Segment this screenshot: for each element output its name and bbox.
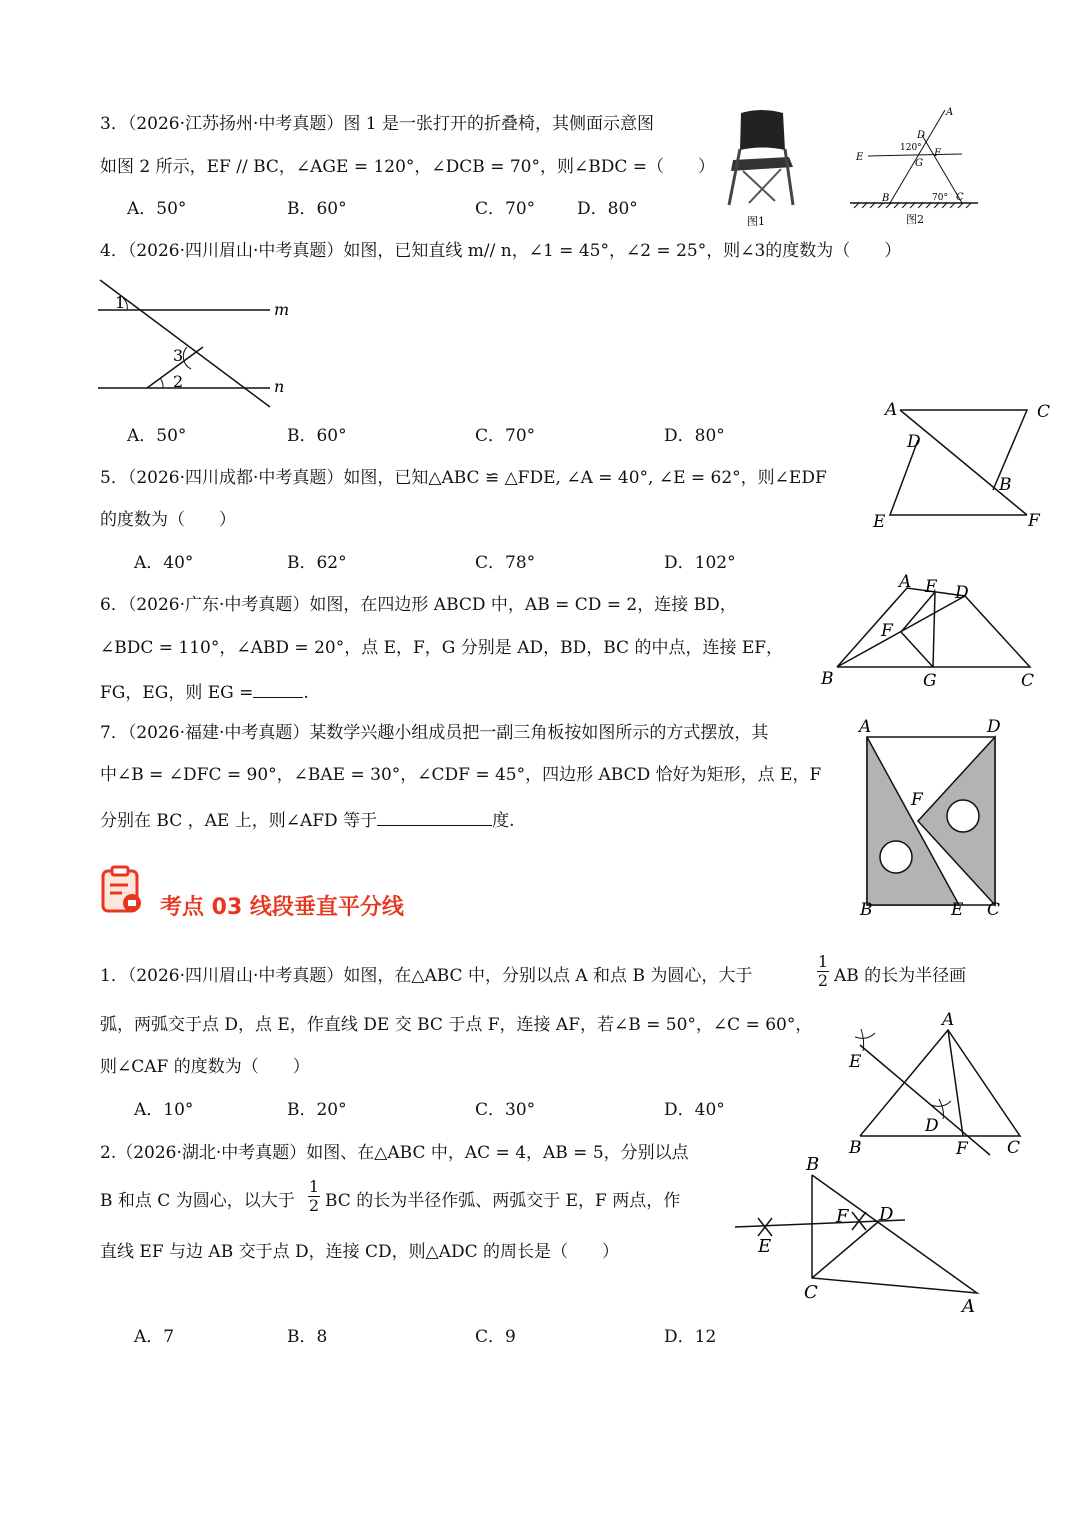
q7-answer-blank[interactable]: [377, 807, 492, 826]
q5-option-c[interactable]: C．78°: [475, 553, 536, 573]
s2-fraction: [308, 1178, 320, 1215]
q6-line3: [100, 679, 309, 704]
s1-line1a: 1．（2026·四川眉山·中考真题）如图，在△ABC 中，分别以点 A 和点 B 为圆心，大于: [100, 966, 753, 986]
s2-option-c[interactable]: C．9: [475, 1327, 516, 1347]
q5-label-e: E: [873, 512, 886, 532]
q3-fig2-caption: 图2: [906, 213, 924, 226]
q6-line2: ∠BDC = 110°，∠ABD = 20°，点 E，F，G 分别是 AD，BD，BC 的中点，连接 EF，: [100, 638, 784, 658]
q5-option-b[interactable]: B．62°: [287, 553, 347, 573]
s2-option-d[interactable]: D．12: [664, 1327, 717, 1347]
q3-fig2-label-70: 70°: [932, 193, 948, 203]
s1-label-f: F: [956, 1139, 968, 1159]
q3-fig2-label-c: C: [956, 192, 964, 203]
s2-label-b: B: [806, 1154, 820, 1175]
q3-line2: 如图 2 所示，EF // BC，∠AGE = 120°，∠DCB = 70°，则∠BDC =（ ）: [100, 157, 715, 177]
q6-label-d: D: [955, 583, 969, 603]
q3-fig1-caption: 图1: [747, 215, 765, 228]
q4-label-n: n: [274, 377, 285, 396]
s1-option-d[interactable]: D．40°: [664, 1100, 725, 1120]
s1-label-e: E: [849, 1052, 862, 1072]
q3-fig2-label-e: E: [856, 152, 864, 163]
q4-option-d[interactable]: D．80°: [664, 426, 725, 446]
s2-label-c: C: [804, 1282, 818, 1303]
s2-figure: [730, 1150, 990, 1320]
q3-fig2-label-a: A: [946, 107, 954, 118]
q5-line2: 的度数为（ ）: [100, 510, 236, 530]
q4-option-b[interactable]: B．60°: [287, 426, 347, 446]
clipboard-icon: [100, 865, 144, 915]
s1-label-d: D: [925, 1116, 939, 1136]
q5-option-a[interactable]: A．40°: [134, 553, 194, 573]
q3-fig2-label-f: F: [934, 148, 941, 159]
q4-option-a[interactable]: A．50°: [127, 426, 187, 446]
q4-figure: [95, 275, 305, 415]
q6-line3-text: FG，EG，则 EG =: [100, 683, 254, 703]
q6-line1: 6．（2026·广东·中考真题）如图，在四边形 ABCD 中，AB = CD = 2，连接 BD，: [100, 595, 737, 615]
q3-option-d[interactable]: D．80°: [577, 199, 638, 219]
q6-answer-blank[interactable]: [253, 679, 303, 698]
q5-label-b: B: [999, 475, 1012, 495]
q6-label-c: C: [1021, 671, 1035, 691]
q7-line3-end: 度.: [492, 811, 515, 831]
s1-frac-den: 2: [817, 971, 829, 990]
q5-line1: 5．（2026·四川成都·中考真题）如图，已知△ABC ≌ △FDE, ∠A = 40°, ∠E = 62°，则∠EDF: [100, 468, 827, 488]
q7-line2: 中∠B = ∠DFC = 90°，∠BAE = 30°，∠CDF = 45°，四边形 ABCD 恰好为矩形，点 E，F: [100, 765, 822, 785]
s1-option-a[interactable]: A．10°: [134, 1100, 194, 1120]
s1-label-a: A: [942, 1010, 955, 1030]
q6-label-f: F: [881, 621, 893, 641]
q3-fig2-label-g: G: [915, 158, 923, 169]
s2-line1: 2.（2026·湖北·中考真题）如图、在△ABC 中，AC = 4，AB = 5，分别以点: [100, 1143, 689, 1163]
q7-label-e: E: [951, 900, 964, 920]
s1-option-b[interactable]: B．20°: [287, 1100, 347, 1120]
q3-fig2-label-b: B: [882, 193, 890, 204]
q7-label-a: A: [859, 717, 872, 737]
q3-fig2-label-d: D: [917, 130, 926, 141]
q3-figure1-chair: [715, 105, 805, 230]
s1-line3: 则∠CAF 的度数为（ ）: [100, 1057, 310, 1077]
q7-label-f: F: [911, 790, 923, 810]
q4-line1: 4．（2026·四川眉山·中考真题）如图，已知直线 m// n，∠1 = 45°，∠2 = 25°，则∠3的度数为（ ）: [100, 241, 902, 261]
s1-fraction: [817, 953, 829, 990]
q5-label-f: F: [1028, 511, 1040, 531]
q3-line1: 3．（2026·江苏扬州·中考真题）图 1 是一张打开的折叠椅，其侧面示意图: [100, 114, 655, 134]
q5-figure: [865, 395, 1065, 535]
q4-label-3: 3: [173, 346, 184, 365]
s2-option-a[interactable]: A．7: [134, 1327, 175, 1347]
s2-line2b: BC 的长为半径作弧、两弧交于 E，F 两点，作: [325, 1191, 681, 1211]
q3-option-a[interactable]: A．50°: [127, 199, 187, 219]
q3-option-b[interactable]: B．60°: [287, 199, 347, 219]
s2-line3: 直线 EF 与边 AB 交于点 D，连接 CD，则△ADC 的周长是（ ）: [100, 1242, 620, 1262]
q7-label-c: C: [987, 900, 1001, 920]
q4-label-2: 2: [173, 372, 184, 391]
q5-label-d: D: [907, 432, 921, 452]
s2-label-a: A: [962, 1296, 975, 1317]
s1-label-c: C: [1007, 1138, 1021, 1158]
q5-label-a: A: [885, 400, 898, 420]
s2-label-d: D: [879, 1204, 894, 1225]
q5-label-c: C: [1037, 402, 1051, 422]
s2-frac-den: 2: [308, 1196, 320, 1215]
s2-option-b[interactable]: B．8: [287, 1327, 328, 1347]
q7-label-b: B: [860, 900, 873, 920]
q4-option-c[interactable]: C．70°: [475, 426, 536, 446]
q7-figure: [855, 713, 1015, 923]
q7-line3-text: 分别在 BC ，AE 上，则∠AFD 等于: [100, 811, 378, 831]
s1-line1b: AB 的长为半径画: [834, 966, 967, 986]
s1-line2: 弧，两弧交于点 D，点 E，作直线 DE 交 BC 于点 F，连接 AF，若∠B = 50°，∠C = 60°，: [100, 1015, 813, 1035]
s2-label-e: E: [758, 1236, 772, 1257]
q6-line3-end: .: [303, 683, 309, 703]
q4-label-m: m: [274, 300, 290, 319]
q4-label-1: 1: [115, 293, 126, 312]
s2-label-f: F: [836, 1206, 849, 1227]
q6-label-e: E: [925, 577, 938, 597]
q7-label-d: D: [987, 717, 1001, 737]
s1-frac-num: 1: [817, 952, 829, 971]
section-title: 考点 03 线段垂直平分线: [160, 895, 404, 920]
q3-figure2: [850, 100, 990, 230]
q3-fig2-label-120: 120°: [900, 143, 922, 153]
s1-label-b: B: [849, 1138, 862, 1158]
q6-figure: [815, 570, 1055, 695]
q3-option-c[interactable]: C．70°: [475, 199, 536, 219]
q7-line3: [100, 807, 514, 832]
q5-option-d[interactable]: D．102°: [664, 553, 736, 573]
s2-frac-num: 1: [308, 1177, 320, 1196]
q7-line1: 7．（2026·福建·中考真题）某数学兴趣小组成员把一副三角板按如图所示的方式摆放，其: [100, 723, 769, 743]
s2-line2a: B 和点 C 为圆心，以大于: [100, 1191, 295, 1211]
q6-label-g: G: [923, 671, 937, 691]
q6-label-b: B: [821, 669, 834, 689]
s1-option-c[interactable]: C．30°: [475, 1100, 536, 1120]
s1-figure: [835, 1005, 1035, 1165]
q6-label-a: A: [899, 572, 912, 592]
